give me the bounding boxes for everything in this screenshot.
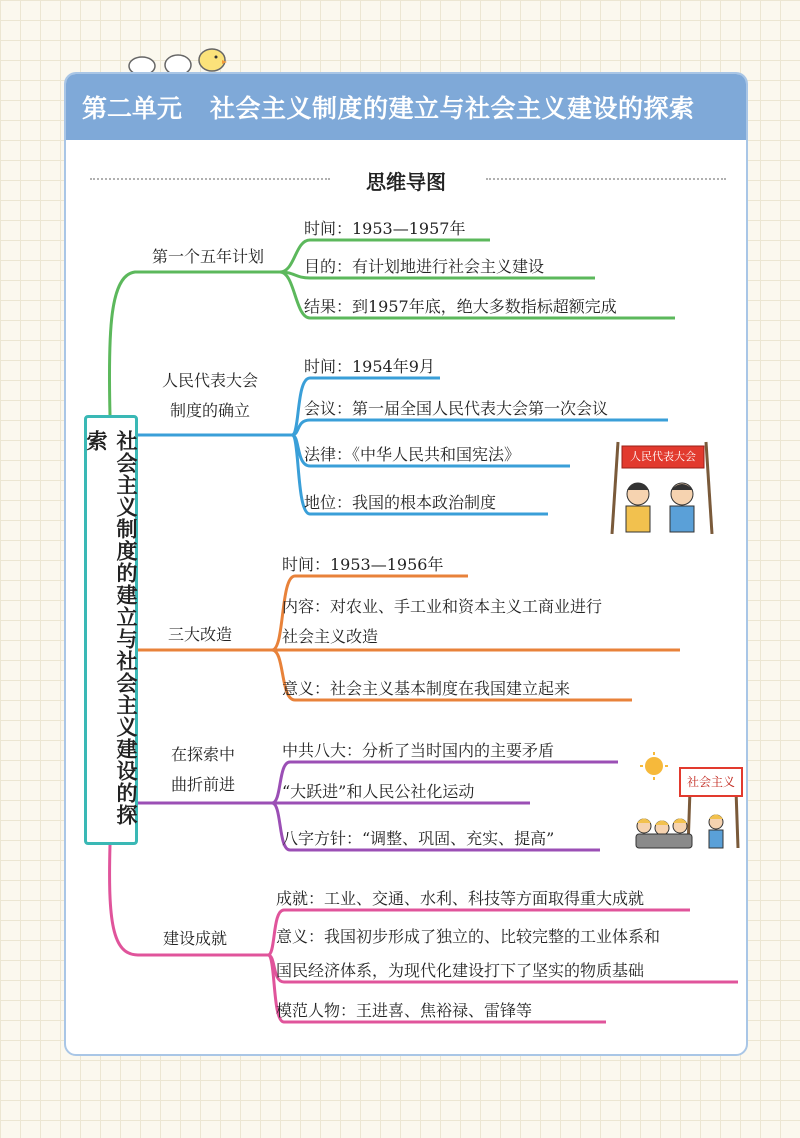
branch-label-congress-line2: 制度的确立	[169, 401, 250, 420]
leaf-five-year-purpose: 目的：有计划地进行社会主义建设	[304, 257, 545, 276]
root-label: 社会主义制度的建立与社会主义建设的探索	[84, 430, 138, 826]
leaf-congress-law: 法律：《中华人民共和国宪法》	[304, 445, 521, 464]
leaf-significance-line2: 国民经济体系，为现代化建设打下了坚实的物质基础	[276, 961, 645, 980]
leaf-model-figures: 模范人物：王进喜、焦裕禄、雷锋等	[276, 1001, 533, 1020]
leaf-significance-line1: 意义：我国初步形成了独立的、比较完整的工业体系和	[276, 927, 661, 946]
unit-title: 社会主义制度的建立与社会主义建设的探索	[210, 94, 695, 123]
leaf-eight-character-policy: 八字方针：“调整、巩固、充实、提高”	[282, 829, 555, 848]
socialism-sign-text: 社会主义	[686, 775, 735, 789]
leaf-eighth-congress: 中共八大：分析了当时国内的主要矛盾	[282, 741, 555, 760]
branch-label-five-year-plan: 第一个五年计划	[151, 247, 264, 266]
congress-illustration	[602, 438, 720, 534]
leaf-congress-meeting: 会议：第一届全国人民代表大会第一次会议	[304, 399, 609, 418]
leaf-transformation-content: 内容：对农业、手工业和资本主义工商业进行	[282, 597, 603, 616]
leaf-transformation-significance: 意义：社会主义基本制度在我国建立起来	[282, 679, 571, 698]
leaf-congress-status: 地位：我国的根本政治制度	[304, 493, 497, 512]
leaf-five-year-result: 结果：到1957年底，绝大多数指标超额完成	[304, 297, 617, 316]
leaf-achievements: 成就：工业、交通、水利、科技等方面取得重大成就	[276, 889, 645, 908]
leaf-five-year-time: 时间：1953—1957年	[304, 219, 466, 238]
leaf-congress-time: 时间：1954年9月	[304, 357, 435, 376]
branch-label-achievements: 建设成就	[162, 929, 227, 948]
branch-label-exploration-line2: 曲折前进	[170, 775, 235, 794]
branch-label-exploration	[148, 740, 258, 800]
leaf-great-leap: “大跃进”和人民公社化运动	[282, 782, 475, 801]
section-title: 思维导图	[366, 170, 446, 194]
branch-label-transformation: 三大改造	[167, 625, 232, 644]
branch-label-exploration-line1: 在探索中	[170, 745, 235, 764]
branch-label-congress	[140, 366, 280, 426]
unit-label: 第二单元	[82, 94, 183, 123]
root-node	[84, 415, 138, 845]
socialism-illustration	[628, 750, 748, 850]
congress-sign-text: 人民代表大会	[630, 450, 696, 463]
branch-label-congress-line1: 人民代表大会	[161, 371, 258, 390]
leaf-transformation-content-cont: 社会主义改造	[282, 627, 379, 646]
leaf-transformation-time: 时间：1953—1956年	[282, 555, 444, 574]
